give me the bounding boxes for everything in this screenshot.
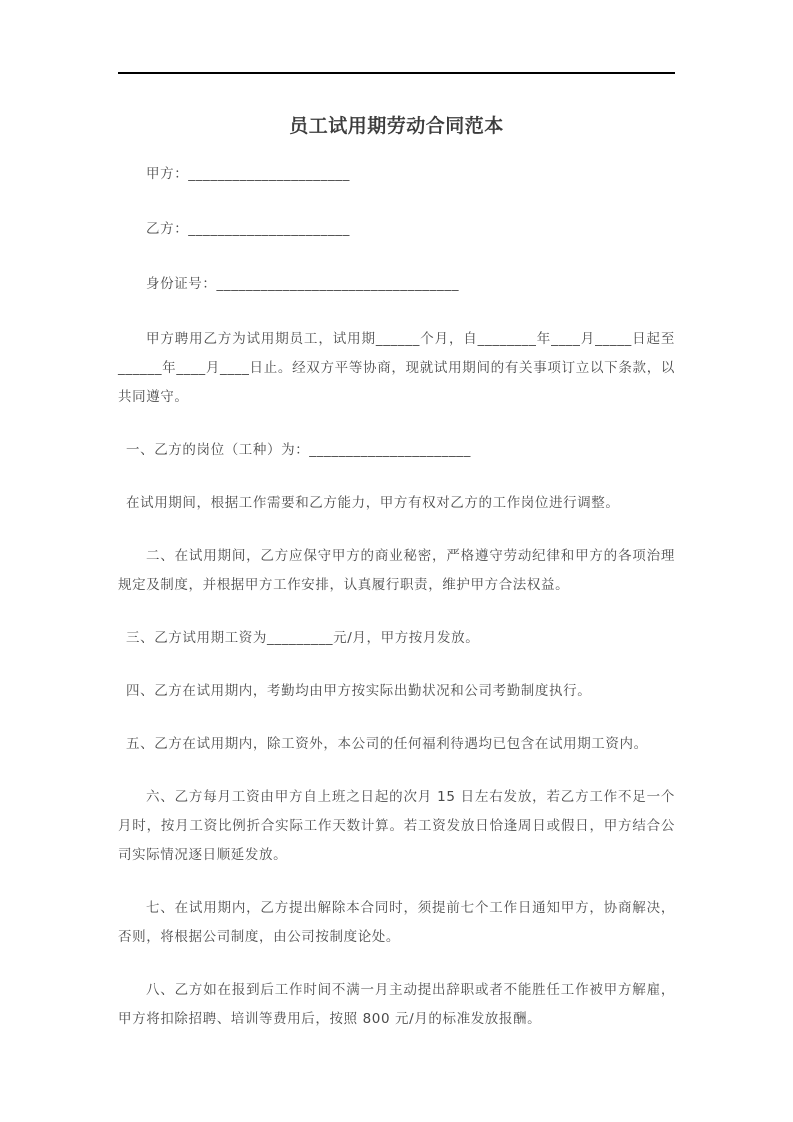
clause-1-position: 一、乙方的岗位（工种）为：______________________ xyxy=(126,442,471,458)
document-body xyxy=(118,160,675,1034)
clause-3-salary: 三、乙方试用期工资为_________元/月，甲方按月发放。 xyxy=(126,630,480,646)
field-party-a: 甲方：______________________ xyxy=(146,166,350,182)
clause-8-early-resignation: 八、乙方如在报到后工作时间不满一月主动提出辞职或者不能胜任工作被甲方解雇，甲方将扣除招聘、培训等费用后，按照 800 元/月的标准发放报酬。 xyxy=(118,982,675,1027)
page-title: 员工试用期劳动合同范本 xyxy=(289,114,504,137)
field-id-number: 身份证号：_________________________________ xyxy=(146,276,460,292)
clause-2-confidentiality: 二、在试用期间，乙方应保守甲方的商业秘密，严格遵守劳动纪律和甲方的各项治理规定及制度，并根据甲方工作安排，认真履行职责，维护甲方合法权益。 xyxy=(118,548,675,593)
preamble-paragraph: 甲方聘用乙方为试用期员工，试用期______个月，自________年____月_____日起至______年____月____日止。经双方平等协商，现就试用期间的有关事项订立以下条款，以共同遵守。 xyxy=(118,331,675,405)
clause-4-attendance: 四、乙方在试用期内，考勤均由甲方按实际出勤状况和公司考勤制度执行。 xyxy=(126,683,592,699)
clause-5-benefits: 五、乙方在试用期内，除工资外，本公司的任何福利待遇均已包含在试用期工资内。 xyxy=(126,736,648,752)
clause-6-payday: 六、乙方每月工资由甲方自上班之日起的次月 15 日左右发放，若乙方工作不足一个月时，按月工资比例折合实际工作天数计算。若工资发放日恰逢周日或假日，甲方结合公司实际情况逐日顺延发放。 xyxy=(118,789,675,863)
field-party-b: 乙方：______________________ xyxy=(146,221,350,237)
clause-1-note: 在试用期间，根据工作需要和乙方能力，甲方有权对乙方的工作岗位进行调整。 xyxy=(126,495,620,511)
header-rule xyxy=(118,72,675,74)
clause-7-termination: 七、在试用期内，乙方提出解除本合同时，须提前七个工作日通知甲方，协商解决，否则，将根据公司制度，由公司按制度论处。 xyxy=(118,900,675,945)
